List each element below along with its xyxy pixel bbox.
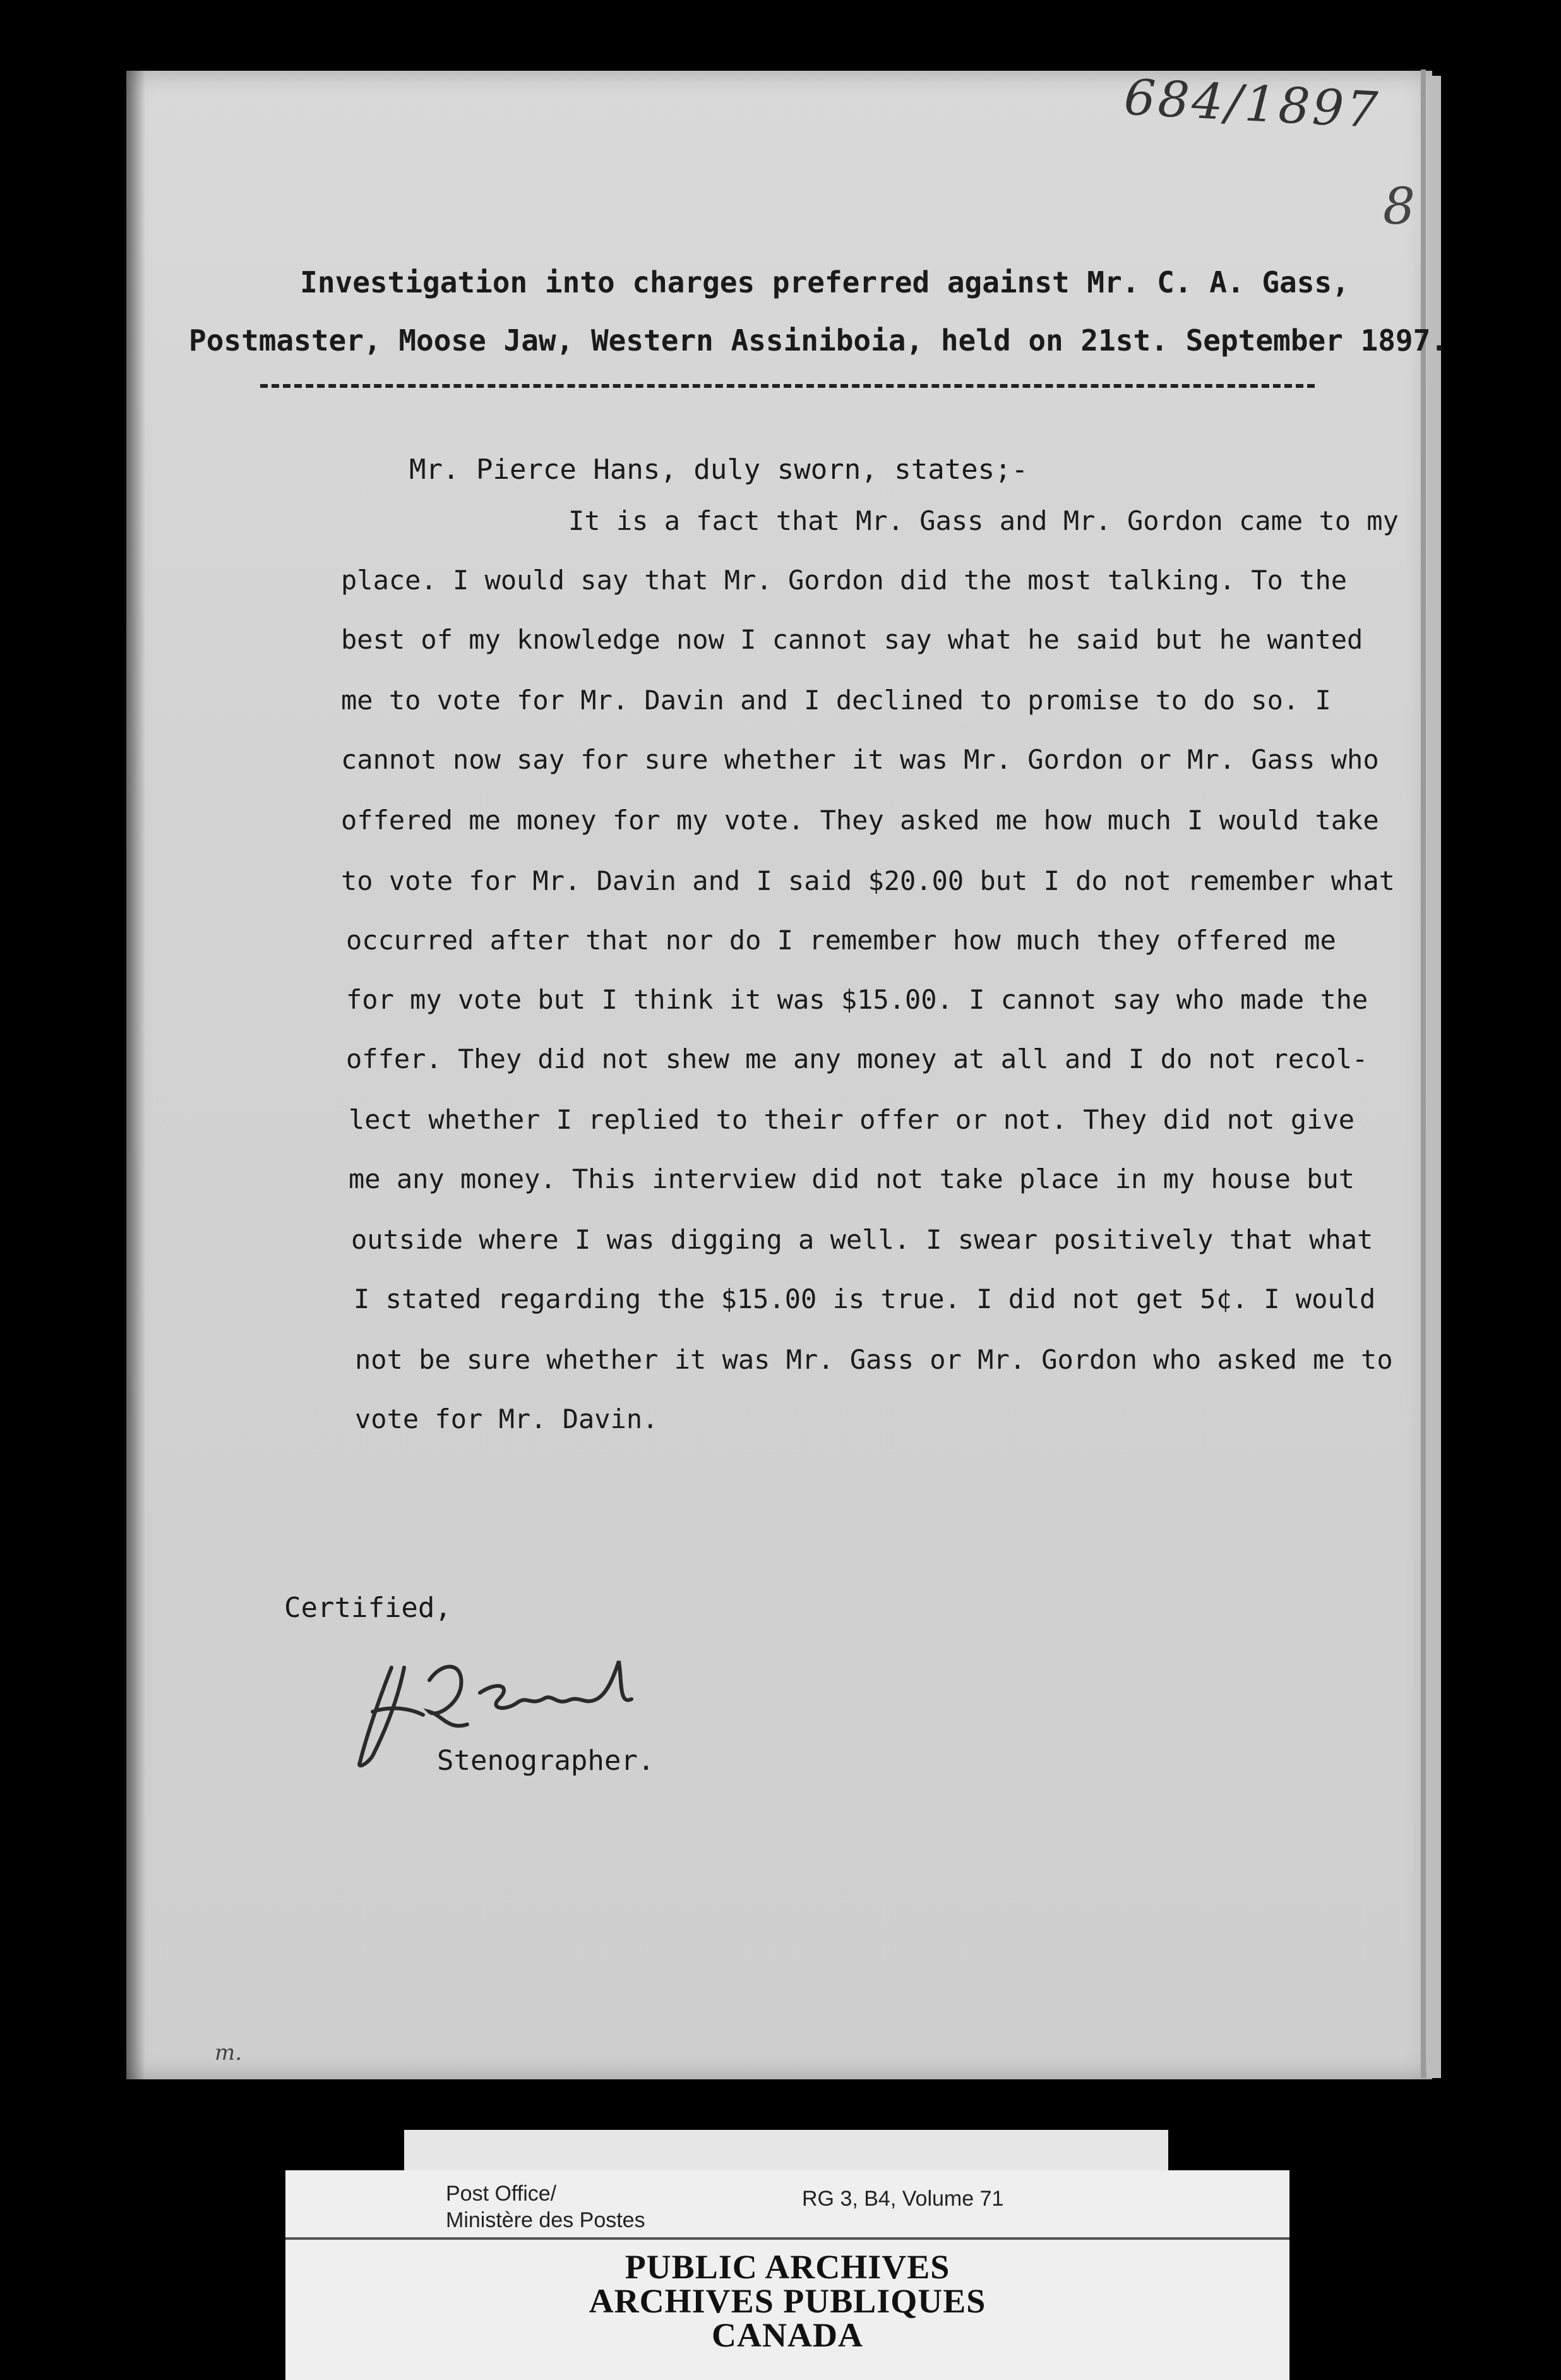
margin-tick-mark: 8 — [1383, 177, 1415, 236]
testimony-line: place. I would say that Mr. Gordon did the most talking. To the — [341, 565, 1348, 596]
reference-number: 684/1897 — [1122, 69, 1382, 140]
document-page — [126, 71, 1432, 2079]
page-stack-edge — [1421, 69, 1426, 2078]
heading-line-2: Postmaster, Moose Jaw, Western Assiniboia, held on 21st. September 1897. — [189, 323, 1448, 358]
testimony-line: offer. They did not shew me any money at all and I do not recol- — [346, 1043, 1368, 1074]
archives-country: CANADA — [712, 2316, 863, 2354]
testimony-line: It is a fact that Mr. Gass and Mr. Gordon came to my — [568, 505, 1399, 536]
testimony-line: me to vote for Mr. Davin and I declined to promise to do so. I — [341, 685, 1331, 716]
testimony-line: occurred after that nor do I remember how much they offered me — [346, 925, 1336, 956]
label-divider — [285, 2237, 1289, 2240]
margin-initial: m. — [215, 2040, 242, 2065]
department-line-2: Ministère des Postes — [446, 2208, 645, 2232]
testimony-line: to vote for Mr. Davin and I said $20.00 but I do not remember what — [341, 865, 1395, 896]
testimony-line: cannot now say for sure whether it was Mr. Gordon or Mr. Gass who — [341, 744, 1379, 775]
testimony-line: I stated regarding the $15.00 is true. I did not get 5¢. I would — [354, 1283, 1376, 1314]
archive-reference: RG 3, B4, Volume 71 — [802, 2187, 1004, 2211]
testimony-line: outside where I was digging a well. I swear positively that what — [351, 1224, 1373, 1255]
certified-label: Certified, — [284, 1592, 452, 1624]
testimony-line: vote for Mr. Davin. — [355, 1403, 659, 1434]
dashed-separator — [260, 384, 1315, 388]
heading-line-1: Investigation into charges preferred against Mr. C. A. Gass, — [300, 265, 1349, 299]
testimony-line: not be sure whether it was Mr. Gass or Mr. Gordon who asked me to — [355, 1344, 1393, 1375]
archives-title-english: PUBLIC ARCHIVES — [625, 2248, 950, 2286]
testimony-line: offered me money for my vote. They asked me how much I would take — [341, 805, 1379, 836]
witness-intro: Mr. Pierce Hans, duly sworn, states;- — [409, 454, 1029, 486]
archives-title-french: ARCHIVES PUBLIQUES — [589, 2282, 986, 2320]
testimony-line: for my vote but I think it was $15.00. I cannot say who made the — [346, 984, 1368, 1015]
testimony-line: best of my knowledge now I cannot say what he said but he wanted — [341, 624, 1363, 655]
department-line-1: Post Office/ — [446, 2182, 557, 2206]
page-shadow — [126, 71, 145, 2079]
stenographer-title: Stenographer. — [437, 1745, 655, 1777]
page-stack-edge-outer — [1427, 76, 1441, 2078]
testimony-line: lect whether I replied to their offer or not. They did not give — [349, 1104, 1355, 1135]
testimony-line: me any money. This interview did not take place in my house but — [349, 1163, 1355, 1194]
